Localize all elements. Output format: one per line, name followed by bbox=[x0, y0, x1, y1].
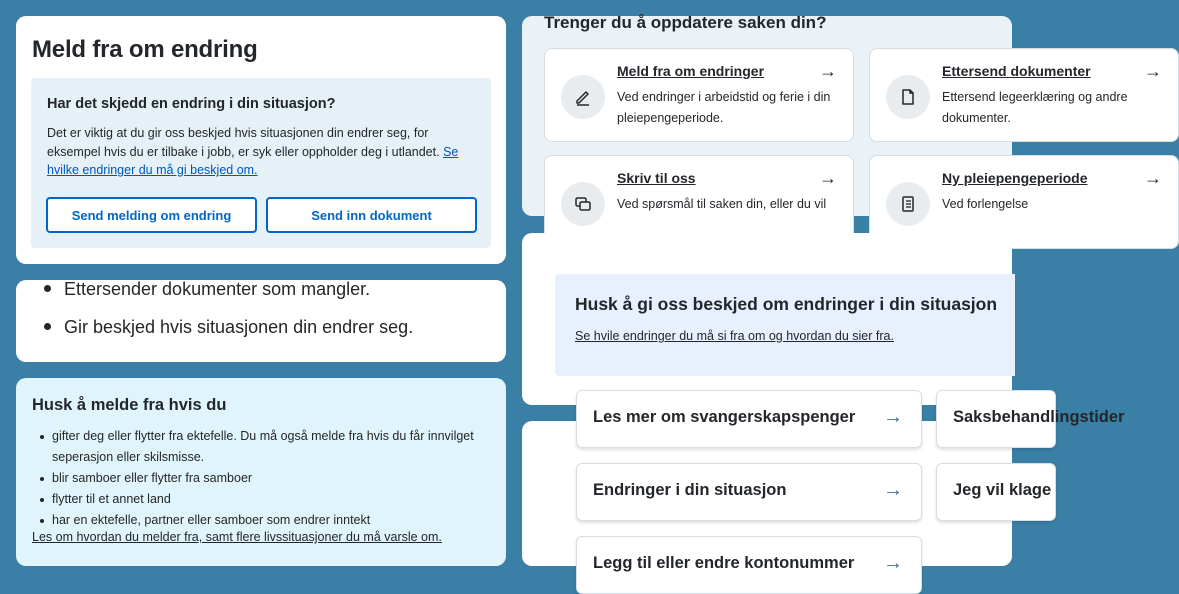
beskjed-link[interactable]: Se hvile endringer du må si fra om og hvordan du sier fra. bbox=[575, 329, 894, 343]
beskjed-info-panel bbox=[555, 274, 1015, 376]
tile-title[interactable]: Ny pleiepengeperiode bbox=[942, 170, 1088, 186]
arrow-right-icon: → bbox=[1144, 168, 1162, 188]
arrow-right-icon: → bbox=[819, 168, 837, 188]
tile-title[interactable]: Skriv til oss bbox=[617, 170, 696, 186]
list-item: Gir beskjed hvis situasjonen din endrer seg. bbox=[64, 308, 413, 346]
arrow-right-icon: → bbox=[1144, 61, 1162, 81]
link-panel[interactable] bbox=[576, 390, 922, 448]
tile-description: Ved forlengelse bbox=[942, 197, 1029, 211]
meld-fra-title: Meld fra om endring bbox=[32, 36, 258, 63]
endring-panel-heading: Har det skjedd en endring i din situasjon? bbox=[47, 96, 336, 112]
arrow-right-icon: → bbox=[883, 552, 903, 574]
husk-melde-list bbox=[52, 426, 498, 531]
link-panel-label[interactable]: Saksbehandlingstider bbox=[953, 408, 1125, 426]
link-panel-label[interactable]: Jeg vil klage bbox=[953, 481, 1052, 499]
actions-list-card bbox=[16, 280, 506, 362]
send-melding-button[interactable]: Send melding om endring bbox=[46, 197, 257, 233]
form-icon bbox=[886, 182, 930, 226]
tile-meld-fra[interactable] bbox=[544, 48, 854, 142]
link-panel[interactable] bbox=[936, 390, 1125, 448]
tile-description: Ved spørsmål til saken din, eller du vil bbox=[617, 197, 827, 211]
tile-description: Ettersend legeerklæring og andre dokumenter. bbox=[942, 90, 1128, 125]
arrow-right-icon: → bbox=[883, 406, 903, 428]
beskjed-card bbox=[522, 233, 1012, 405]
tile-title[interactable]: Ettersend dokumenter bbox=[942, 63, 1091, 79]
link-panel-label[interactable]: Legg til eller endre kontonummer bbox=[593, 554, 855, 572]
meld-fra-card bbox=[16, 16, 506, 264]
pencil-icon bbox=[561, 75, 605, 119]
link-panel-label[interactable]: Les mer om svangerskapspenger bbox=[593, 408, 856, 426]
link-panel-label[interactable]: Endringer i din situasjon bbox=[593, 481, 787, 499]
tile-title[interactable]: Meld fra om endringer bbox=[617, 63, 765, 79]
oppdatere-heading: Trenger du å oppdatere saken din? bbox=[544, 13, 827, 32]
livssituasjoner-link[interactable]: Les om hvordan du melder fra, samt flere livssituasjoner du må varsle om. bbox=[32, 530, 442, 544]
oppdatere-saken-card bbox=[522, 13, 1162, 216]
endringer-link[interactable]: Se hvilke endringer du må gi beskjed om. bbox=[47, 144, 459, 177]
endring-info-panel bbox=[31, 78, 491, 248]
endring-panel-text bbox=[47, 124, 479, 180]
send-dokument-button[interactable]: Send inn dokument bbox=[266, 197, 477, 233]
husk-melde-card bbox=[16, 378, 506, 566]
tile-description: Ved endringer i arbeidstid og ferie i din pleiepengeperiode. bbox=[617, 90, 831, 125]
list-item: gifter deg eller flytter fra ektefelle. Du må også melde fra hvis du får innvilget seperasjon eller skilsmisse. bbox=[52, 426, 498, 468]
endring-panel-body: Det er viktig at du gir oss beskjed hvis situasjonen din endrer seg, for eksempel hvis du er tilbake i jobb, er syk eller oppholder deg i utlandet. bbox=[47, 126, 444, 159]
arrow-right-icon: → bbox=[883, 479, 903, 501]
list-item: flytter til et annet land bbox=[52, 489, 498, 510]
beskjed-heading: Husk å gi oss beskjed om endringer i din situasjon bbox=[575, 294, 998, 314]
link-panel[interactable] bbox=[576, 536, 922, 594]
actions-list bbox=[64, 270, 413, 346]
link-panel[interactable] bbox=[576, 463, 922, 521]
document-icon bbox=[886, 75, 930, 119]
link-panels-card bbox=[522, 406, 1125, 574]
chat-icon bbox=[561, 182, 605, 226]
tile-ettersend[interactable] bbox=[869, 48, 1179, 142]
arrow-right-icon: → bbox=[819, 61, 837, 81]
list-item: har en ektefelle, partner eller samboer som endrer inntekt bbox=[52, 510, 498, 531]
list-item: blir samboer eller flytter fra samboer bbox=[52, 468, 498, 489]
list-item: Ettersender dokumenter som mangler. bbox=[64, 270, 413, 308]
link-panel[interactable] bbox=[936, 463, 1056, 521]
husk-melde-heading: Husk å melde fra hvis du bbox=[32, 396, 227, 414]
